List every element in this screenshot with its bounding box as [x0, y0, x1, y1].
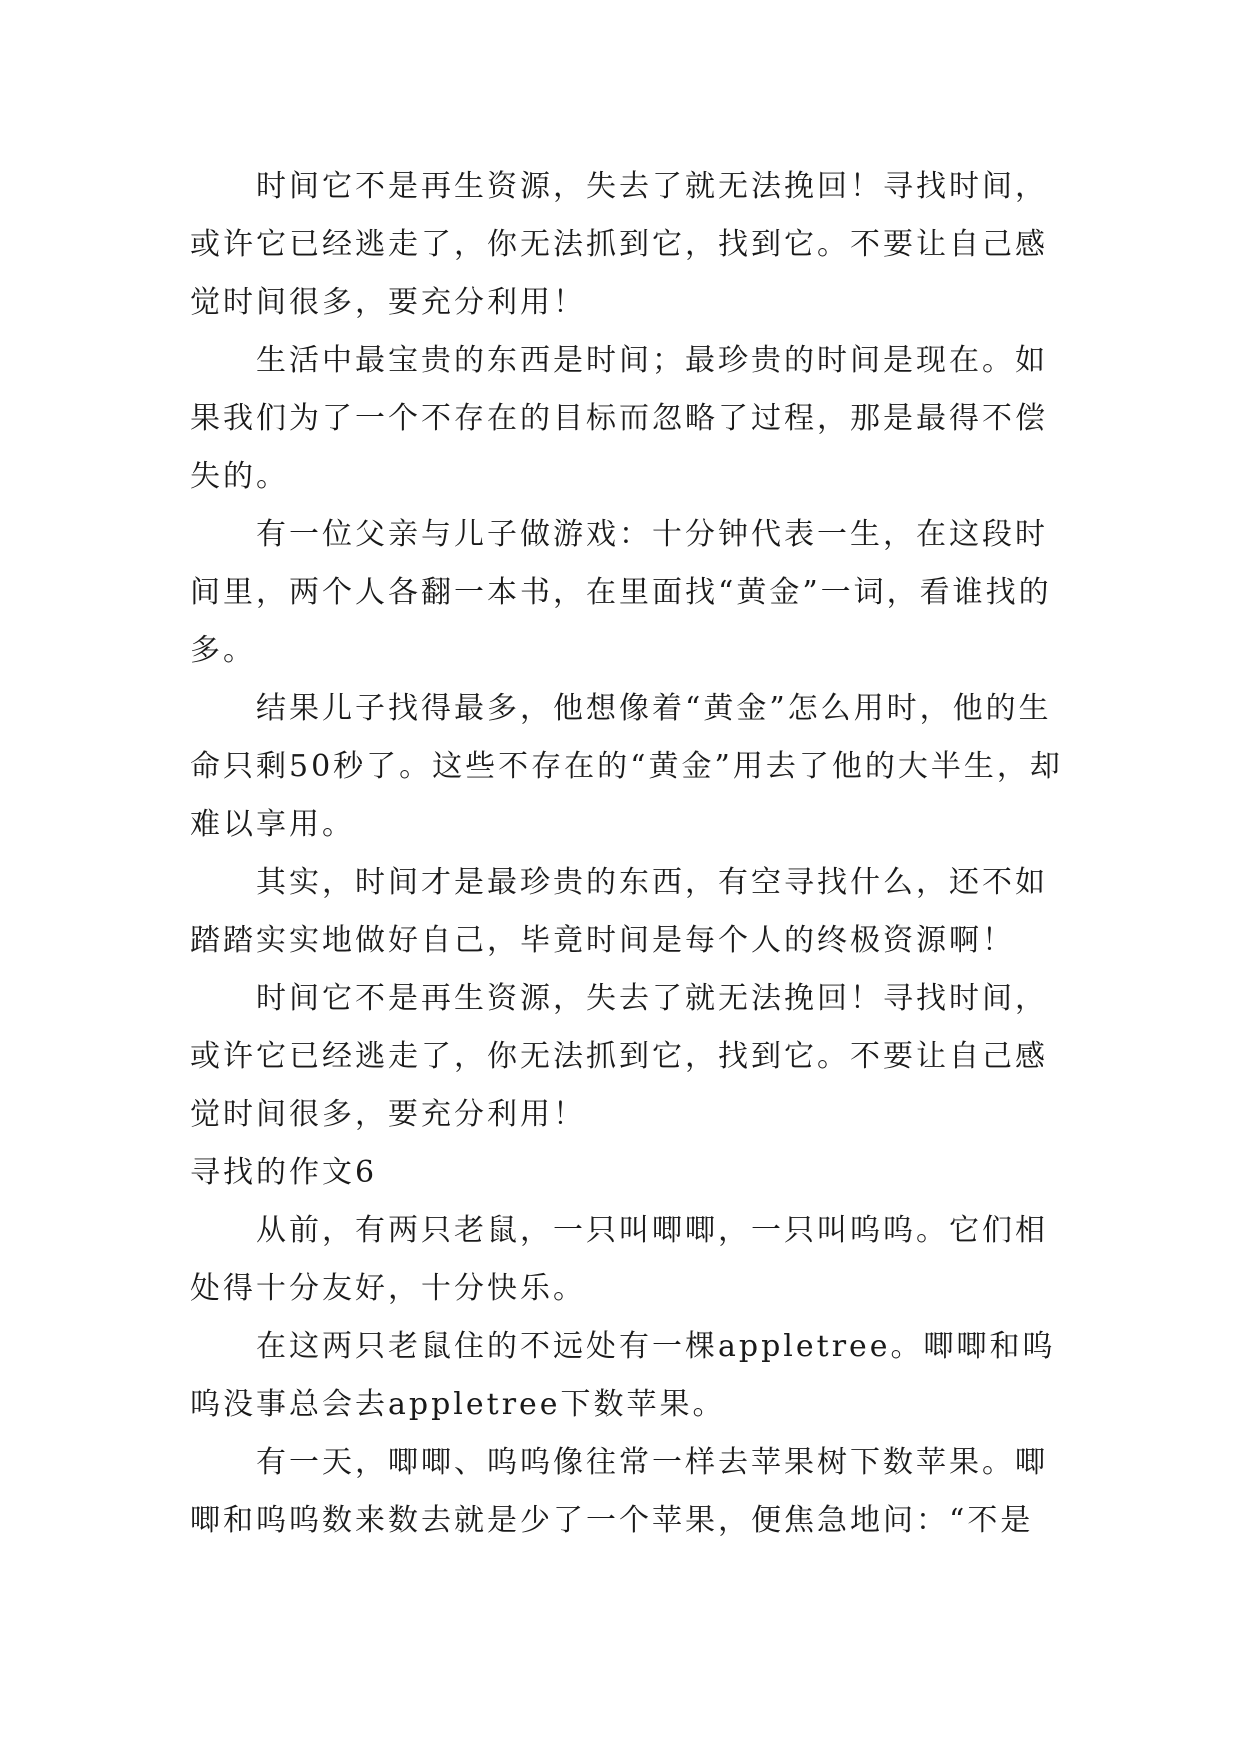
paragraph: 生活中最宝贵的东西是时间；最珍贵的时间是现在。如果我们为了一个不存在的目标而忽略了过程，那是最得不偿失的。: [190, 343, 1048, 494]
paragraph: 有一位父亲与儿子做游戏：十分钟代表一生，在这段时间里，两个人各翻一本书，在里面找“黄金”一词，看谁找的多。: [190, 517, 1052, 668]
paragraph: 在这两只老鼠住的不远处有一棵appletree。唧唧和呜呜没事总会去appletree下数苹果。: [190, 1329, 1056, 1422]
paragraph: 时间它不是再生资源，失去了就无法挽回！寻找时间，或许它已经逃走了，你无法抓到它，找到它。不要让自己感觉时间很多，要充分利用！: [190, 169, 1048, 320]
paragraph: 有一天，唧唧、呜呜像往常一样去苹果树下数苹果。唧唧和呜呜数来数去就是少了一个苹果，便焦急地问：“不是: [190, 1445, 1048, 1538]
paragraph: 从前，有两只老鼠，一只叫唧唧，一只叫呜呜。它们相处得十分友好，十分快乐。: [190, 1213, 1048, 1306]
paragraph: 结果儿子找得最多，他想像着“黄金”怎么用时，他的生命只剩50秒了。这些不存在的“黄金”用去了他的大半生，却难以享用。: [190, 691, 1063, 842]
paragraph: 时间它不是再生资源，失去了就无法挽回！寻找时间，或许它已经逃走了，你无法抓到它，找到它。不要让自己感觉时间很多，要充分利用！: [190, 981, 1048, 1132]
paragraph: 其实，时间才是最珍贵的东西，有空寻找什么，还不如踏踏实实地做好自己，毕竟时间是每个人的终极资源啊！: [190, 865, 1048, 958]
section-title: 寻找的作文6: [190, 1155, 378, 1190]
document-body: [190, 158, 1070, 1550]
